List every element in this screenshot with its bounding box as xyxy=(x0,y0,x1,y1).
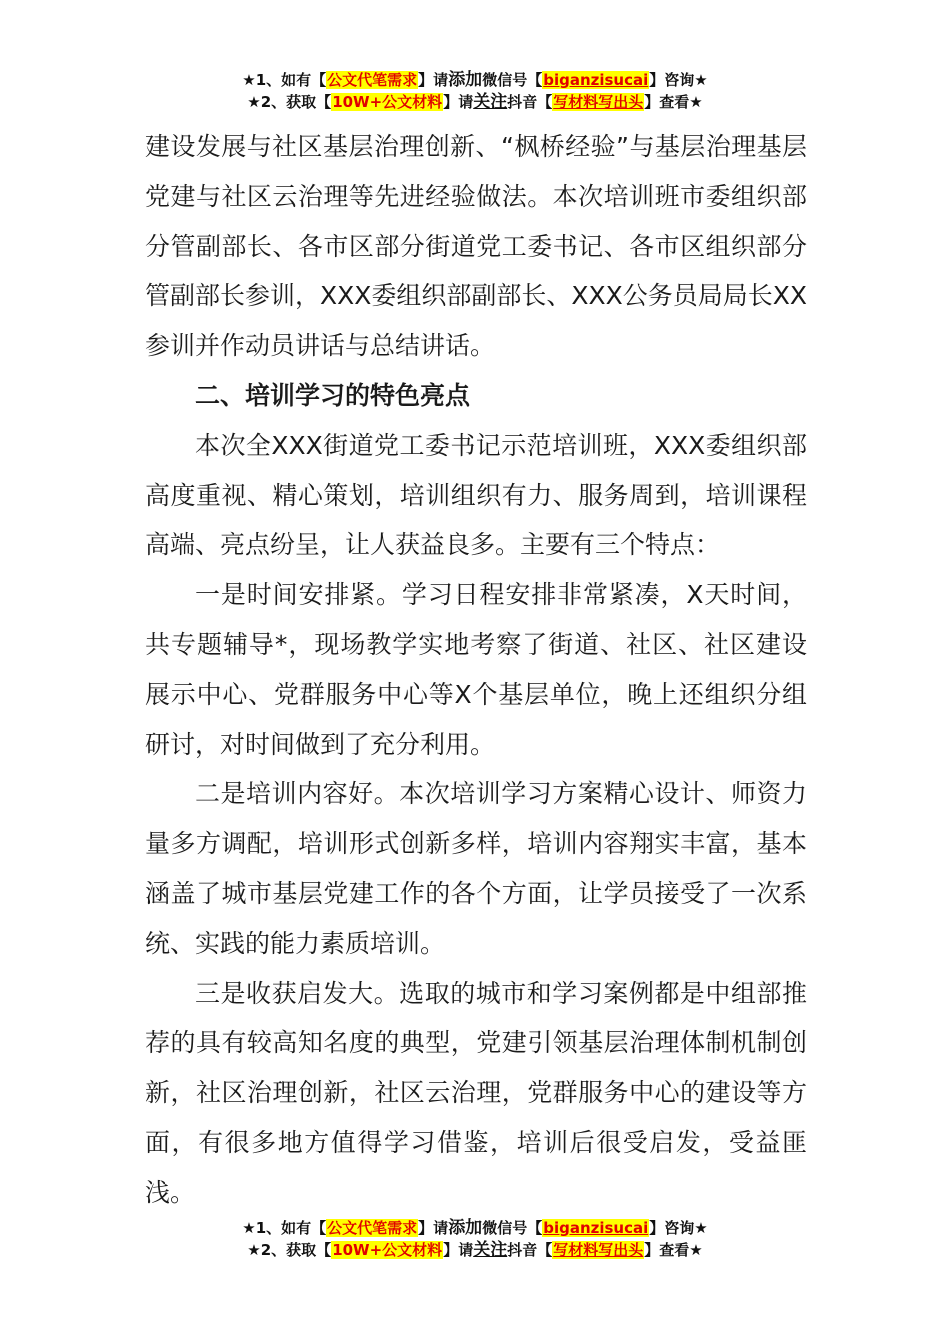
banner-emphasis: 关注 xyxy=(473,92,508,112)
banner-text: 微信号【 xyxy=(482,71,543,89)
banner-text: 微信号【 xyxy=(482,1219,543,1237)
star-icon: ★ xyxy=(694,1219,708,1237)
banner-text: 抖音【 xyxy=(507,1241,553,1259)
banner-text: 抖音【 xyxy=(507,93,553,111)
banner-text: 】咨询 xyxy=(649,71,695,89)
banner-line-2 xyxy=(0,91,950,113)
banner-line-2 xyxy=(0,1239,950,1261)
banner-text: 2、获取【 xyxy=(260,1241,332,1259)
banner-text: 】请 xyxy=(418,1219,449,1237)
banner-emphasis: 关注 xyxy=(473,1240,508,1260)
footer-banner xyxy=(0,1217,950,1261)
banner-line-1 xyxy=(0,1217,950,1239)
wechat-id: biganzisucai xyxy=(543,71,649,89)
banner-text: 】请 xyxy=(443,93,474,111)
paragraph-point-1: 一是时间安排紧。学习日程安排非常紧凑，X天时间，共专题辅导*，现场教学实地考察了街道、社区、社区建设展示中心、党群服务中心等X个基层单位，晚上还组织分组研讨，对时间做到了充分利用。 xyxy=(145,580,807,759)
paragraph-continuation: 建设发展与社区基层治理创新、“枫桥经验”与基层治理基层党建与社区云治理等先进经验做法。本次培训班市委组织部分管副部长、各市区部分街道党工委书记、各市区组织部分管副部长参训，XXX委组织部副部长、XXX公务员局局长XX参训并作动员讲话与总结讲话。 xyxy=(145,132,808,361)
document-body xyxy=(145,122,807,1218)
banner-emphasis: 添加 xyxy=(448,1218,483,1238)
star-icon: ★ xyxy=(242,71,256,89)
header-banner xyxy=(0,69,950,113)
section-heading: 二、培训学习的特色亮点 xyxy=(195,380,471,410)
banner-text: 】查看 xyxy=(644,1241,690,1259)
highlight-service: 公文代笔需求 xyxy=(327,71,418,89)
banner-text: 】请 xyxy=(418,71,449,89)
star-icon: ★ xyxy=(689,1241,703,1259)
banner-text: 2、获取【 xyxy=(260,93,332,111)
highlight-materials: 10W+公文材料 xyxy=(332,93,443,111)
banner-emphasis: 添加 xyxy=(448,70,483,90)
paragraph-point-3: 三是收获启发大。选取的城市和学习案例都是中组部推荐的具有较高知名度的典型，党建引领基层治理体制机制创新，社区治理创新，社区云治理，党群服务中心的建设等方面，有很多地方值得学习借鉴，培训后很受启发，受益匪浅。 xyxy=(145,978,807,1207)
star-icon: ★ xyxy=(247,93,261,111)
banner-text: 】查看 xyxy=(644,93,690,111)
banner-text: 】请 xyxy=(443,1241,474,1259)
banner-text: 1、如有【 xyxy=(255,1219,327,1237)
highlight-service: 公文代笔需求 xyxy=(327,1219,418,1237)
banner-text: 1、如有【 xyxy=(255,71,327,89)
star-icon: ★ xyxy=(694,71,708,89)
paragraph-intro: 本次全XXX街道党工委书记示范培训班，XXX委组织部高度重视、精心策划，培训组织有力、服务周到，培训课程高端、亮点纷呈，让人获益良多。主要有三个特点： xyxy=(145,430,807,560)
highlight-materials: 10W+公文材料 xyxy=(332,1241,443,1259)
paragraph-point-2: 二是培训内容好。本次培训学习方案精心设计、师资力量多方调配，培训形式创新多样，培训内容翔实丰富，基本涵盖了城市基层党建工作的各个方面，让学员接受了一次系统、实践的能力素质培训。 xyxy=(145,779,807,958)
douyin-account: 写材料写出头 xyxy=(553,93,644,111)
star-icon: ★ xyxy=(247,1241,261,1259)
douyin-account: 写材料写出头 xyxy=(553,1241,644,1259)
star-icon: ★ xyxy=(689,93,703,111)
wechat-id: biganzisucai xyxy=(543,1219,649,1237)
banner-text: 】咨询 xyxy=(649,1219,695,1237)
star-icon: ★ xyxy=(242,1219,256,1237)
banner-line-1 xyxy=(0,69,950,91)
